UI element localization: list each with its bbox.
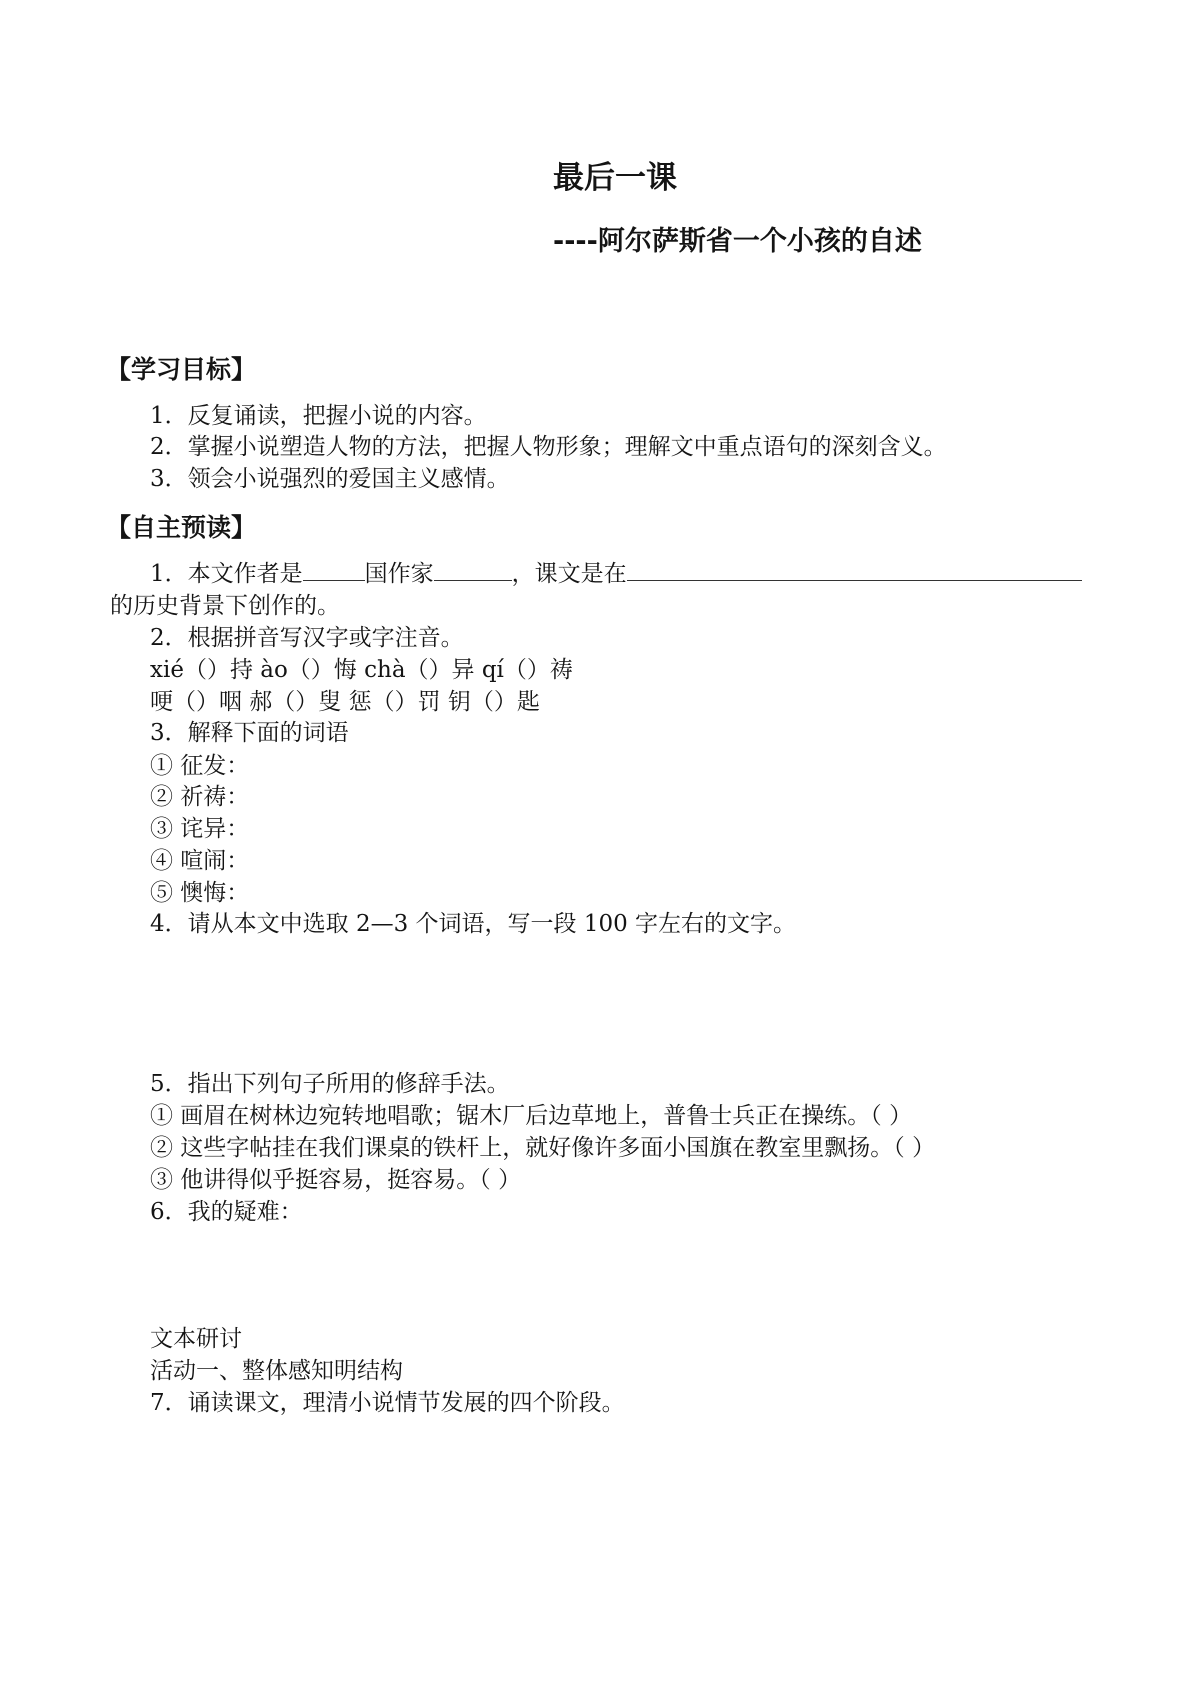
rhetoric-sentence: ③ 他讲得似乎挺容易，挺容易。（ ） <box>150 1167 522 1193</box>
question-2-prompt: 2．根据拼音写汉字或字注音。 <box>150 625 464 651</box>
question-1-text: ，课文是在 <box>511 561 627 587</box>
rhetoric-sentence: ② 这些字帖挂在我们课桌的铁杆上，就好像许多面小国旗在教室里飘扬。（ ） <box>150 1135 936 1161</box>
question-4-prompt: 4．请从本文中选取 2—3 个词语，写一段 100 字左右的文字。 <box>150 911 797 937</box>
vocab-term: ② 祈祷： <box>150 784 250 810</box>
objective-item: 2．掌握小说塑造人物的方法，把握人物形象；理解文中重点语句的深刻含义。 <box>150 434 947 460</box>
author-name-blank <box>434 560 512 581</box>
question-1 <box>150 558 1082 590</box>
question-5-prompt: 5．指出下列句子所用的修辞手法。 <box>150 1071 510 1097</box>
question-7-prompt: 7．诵读课文，理清小说情节发展的四个阶段。 <box>150 1390 625 1416</box>
activity-title: 活动一、整体感知明结构 <box>150 1358 403 1384</box>
question-1-text: 国作家 <box>364 561 434 587</box>
objective-item: 3．领会小说强烈的爱国主义感情。 <box>150 466 510 492</box>
question-1-text: 1．本文作者是 <box>150 561 303 587</box>
pinyin-row: xié（）持 ào（）悔 chà（）异 qí（）祷 <box>150 657 573 683</box>
question-1-continuation: 的历史背景下创作的。 <box>110 593 340 619</box>
vocab-term: ⑤ 懊悔： <box>150 880 250 906</box>
preview-heading: 【自主预读】 <box>106 513 257 542</box>
vocab-term: ④ 喧闹： <box>150 848 250 874</box>
question-3-prompt: 3．解释下面的词语 <box>150 720 349 746</box>
background-blank <box>627 560 1082 581</box>
vocab-term: ① 征发： <box>150 753 250 779</box>
author-country-blank <box>303 560 365 581</box>
vocab-term: ③ 诧异： <box>150 816 250 842</box>
doc-title: 最后一课 <box>553 160 677 196</box>
objective-item: 1．反复诵读，把握小说的内容。 <box>150 403 487 429</box>
objectives-heading: 【学习目标】 <box>106 355 257 384</box>
question-6-prompt: 6．我的疑难： <box>150 1199 303 1225</box>
rhetoric-sentence: ① 画眉在树林边宛转地唱歌；锯木厂后边草地上，普鲁士兵正在操练。（ ） <box>150 1103 913 1129</box>
pinyin-row: 哽（）咽 郝（）叟 惩（）罚 钥（）匙 <box>150 689 540 715</box>
study-heading: 文本研讨 <box>150 1326 242 1352</box>
doc-subtitle: ----阿尔萨斯省一个小孩的自述 <box>553 226 922 257</box>
